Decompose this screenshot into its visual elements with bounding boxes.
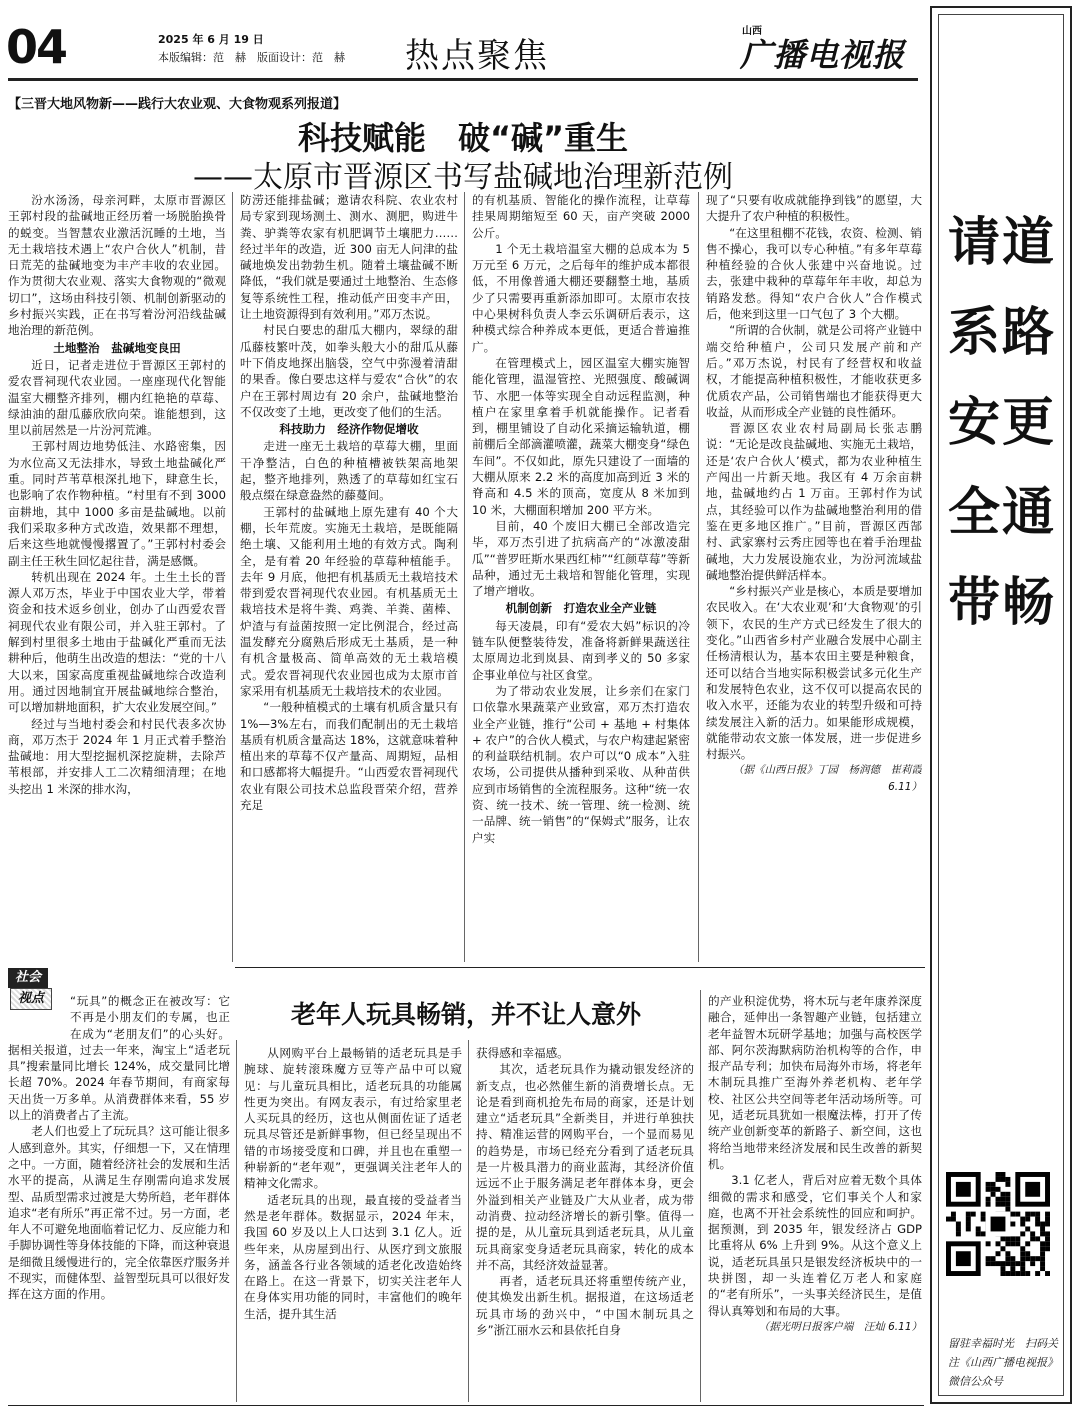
issue-date: 2025 年 6 月 19 日 [158, 33, 264, 46]
paragraph: 从网购平台上最畅销的适老玩具是手腕球、旋转滚珠魔方豆等产品中可以窥见：与儿童玩具相比，适老玩具的功能属性更为突出。有网友表示，有过给家里老人买玩具的经历，这也从侧面佐证了适老玩具尽管还是新鲜事物，但已经呈现出不错的市场接受度和口碑，并且也在重塑一种崭新的“老年观”，更强调关注老年人的精神文化需求。 [244, 1046, 462, 1191]
header-rule [8, 78, 918, 81]
column-divider [698, 192, 699, 962]
slogan-char: 畅 [1002, 573, 1055, 633]
paragraph: 适老玩具的出现，最直接的受益者当然是老年群体。数据显示，2024 年末，我国 60 岁及以上人口达到 3.1 亿人。近些年来，从房屋到出行、从医疗到文旅服务，涵盖各行业各领域的适老化改造始终在路上。在这一背景下，切实关注老年人在身体实用功能的同时，丰富他们的晚年生活，提升其生活 [244, 1192, 462, 1321]
paragraph: 走进一座无土栽培的草莓大棚，里面干净整洁，白色的种植槽被铁架高地架起，整齐地排列，熟透了的草莓如红宝石般点缀在绿意盎然的藤蔓间。 [240, 439, 458, 503]
source-credit: （据《山西日报》丁园 杨润德 崔莉霞 6.11） [733, 764, 922, 793]
safety-slogan [932, 198, 1070, 918]
paragraph: 的产业积淀优势，将木玩与老年康养深度融合，延伸出一条智趣产业链，包括建立老年益智木玩研学基地；加强与高校医学部、阿尔茨海默病防治机构等的合作，申报产品专利；加快布局海外市场，将老年木制玩具推广至海外养老机构、老年学校、社区公共空间等老年活动场所等。可见，适老玩具犹如一根魔法棒，打开了传统产业创新变革的新路子、新空间，这也将给当地带来经济发展和民生改善的新契机。 [708, 994, 922, 1171]
article2-headline: 老年人玩具畅销，并不让人意外 [290, 1000, 641, 1029]
paragraph: 为了带动农业发展，让乡亲们在家门口依靠水果蔬菜产业致富，邓万杰打造农业全产业链，推行“公司 + 基地 + 村集体 + 农户”的合伙人模式，与农户构建起紧密的利益联结机制。农户可以“0 成本”入驻农场，公司提供从播种到采收、从种苗供应到市场销售的全流程服务。这种“统一农资、统一技术、统一管理、统一检测、统一品牌、统一销售”的“保姆式”服务，让农户实 [472, 683, 690, 845]
section-subhead: 科技助力 经济作物促增收 [279, 422, 419, 437]
paragraph: “在这里租棚不花钱，农资、检测、销售不操心，我可以专心种植。”有多年草莓种植经验的合伙人张建中兴奋地说。过去，张建中栽种的草莓年年丰收，却总为销路发愁。得知“农户合伙人”合作模式后，他来到这里一口气包了 3 个大棚。 [706, 225, 922, 322]
paragraph: 防涝还能排盐碱；邀请农科院、农业农村局专家到现场测土、测水、测肥，购进牛粪、驴粪等农家有机肥调节土壤肥力……经过半年的改造，近 300 亩无人问津的盐碱地焕发出勃勃生机。随着土壤盐碱不断降低，“我们就是要通过土地整治、生态修复等系统性工程，推动低产田变丰产田，让土地资源得到有效利用。”邓万杰说。 [240, 193, 458, 322]
slogan-char: 通 [1002, 483, 1055, 543]
paragraph: “所谓的合伙制，就是公司将产业链中端交给种植户，公司只发展产前和产后。”邓万杰说，村民有了经营权和收益权，才能提高种植积极性，才能收获更多优质农产品，公司销售端也才能获得更大收益，从而形成全产业链的良性循环。 [706, 323, 922, 419]
paragraph: “玩具”的概念正在被改写：它不再是小朋友们的专属，也正在成为“老朋友们”的心头好。据相关报道，过去一年来，淘宝上“适老玩具”搜索量同比增长 124%，成交量同比增长超 70%。2024 年春节期间，有商家每天出货一万多单。从消费群体来看，55 岁以上的消费者占了主流。 [8, 994, 230, 1123]
slogan-char: 系 [948, 303, 1001, 363]
column-tag-top: 社会 [8, 968, 48, 988]
paragraph: 每天凌晨，印有“爱农大妈”标识的冷链车队便整装待发，准备将新鲜果蔬送往太原周边北到岚县、南到孝义的 50 多家企事业单位与社区食堂。 [472, 618, 690, 682]
series-banner: 【三晋大地风物新——践行大农业观、大食物观系列报道】 [8, 97, 347, 112]
article2-column-1 [8, 993, 230, 1403]
slogan-char: 安 [948, 393, 1001, 453]
paragraph: 晋源区农业农村局副局长张志鹏说：“无论是改良盐碱地、实施无土栽培，还是‘农户合伙人’模式，都为农业种植生产闯出一片新天地。我区有 4 万余亩耕地，盐碱地约占 1 万亩。王郭村作为试点，其经验可以作为盐碱地整治利用的借鉴在更多地区推广。”目前，晋源区西郜村、武家寨村云秀庄园等也在着手治理盐碱地，大力发展设施农业，为汾河流域盐碱地整治提供鲜活样本。 [706, 421, 922, 582]
paragraph: 再者，适老玩具还将重塑传统产业，使其焕发出新生机。据报道，在这场适老玩具市场的劲兴中，“中国木制玩具之乡”浙江丽水云和县依托自身 [476, 1274, 694, 1338]
sidebar-panel [930, 6, 1072, 1404]
paragraph: 汾水汤汤，母亲河畔，太原市晋源区王郭村段的盐碱地正经历着一场脱胎换骨的蜕变。当智慧农业激活沉睡的土地，当无土栽培技术遇上“农户合伙人”机制，昔日荒芜的盐碱地变为丰产丰收的农业园。作为贯彻大农业观、落实大食物观的“微观切口”，这场由科技引领、机制创新驱动的乡村振兴实践，正在书写着汾河沿线盐碱地治理的新范例。 [8, 193, 226, 338]
qr-caption: 留驻幸福时光 扫码关注《山西广播电视报》微信公众号 [948, 1337, 1058, 1388]
paragraph: 现了“只要有收成就能挣到钱”的愿望，大大提升了农户种植的积极性。 [706, 193, 922, 224]
article1-column-3 [472, 192, 690, 964]
paragraph: 获得感和幸福感。 [476, 1046, 569, 1060]
article2-column-3 [476, 1045, 694, 1403]
column-divider [232, 192, 233, 962]
editor-credits: 本版编辑：范 赫 版面设计：范 赫 [158, 51, 345, 64]
paragraph: 老人们也爱上了玩玩具？这可能让很多人感到意外。其实，仔细想一下，又在情理之中。一方面，随着经济社会的发展和生活水平的提高，从满足生存刚需向追求发展型、品质型需求过渡是大势所趋，老年群体追求“老有所乐”再正常不过。另一方面，老年人不可避免地面临着记忆力、反应能力和手脚协调性等身体技能的下降，而这种衰退是细微且缓慢进行的，完全依靠医疗服务并不现实，而健体型、益智型玩具可以很好发挥在这方面的作用。 [8, 1124, 230, 1302]
slogan-line-2 [1002, 198, 1058, 648]
article1-column-4 [706, 192, 922, 964]
paragraph: 目前，40 个废旧大棚已全部改造完毕，邓万杰引进了抗病高产的“冰激凌甜瓜”“普罗旺斯水果西红柿”“红颜草莓”等新品种，通过无土栽培和智能化管理，实现了增产增收。 [472, 518, 690, 599]
paragraph: 其次，适老玩具作为撬动银发经济的新支点，也必然催生新的消费增长点。无论是看到商机抢先布局的商家，还是计划建立“适老玩具”全新类目，并进行单独扶持、精准运营的网购平台，一个显而易见的趋势是，市场已经充分看到了适老玩具是一片极具潜力的商业蓝海，其经济价值远远不止于服务满足老年群体本身，更会外溢到相关产业链及广大从业者，成为带动消费、拉动经济增长的新引擎。值得一提的是，从儿童玩具到适老玩具，从儿童玩具商家变身适老玩具商家，转化的成本并不高，其经济效益显著。 [476, 1062, 694, 1272]
article2-column-4 [708, 993, 922, 1403]
article1-column-1 [8, 192, 226, 964]
column-divider [236, 1040, 237, 1402]
masthead-logo: 广播电视报 [740, 36, 906, 74]
paragraph: 近日，记者走进位于晋源区王郭村的爱农晋祠现代农业园。一座座现代化智能温室大棚整齐排列，棚内红艳艳的草莓、绿油油的甜瓜藤欣欣向荣。谁能想到，这里以前居然是一片汾河荒滩。 [8, 357, 226, 438]
paragraph: 在管理模式上，园区温室大棚实施智能化管理，温湿管控、光照强度、酸碱调节、水肥一体等实现全自动远程监测，种植户在家里拿着手机就能操作。记者看到，棚里铺设了自动化采摘运输轨道，棚前棚后全部滴灌喷灌，蔬菜大棚变身“绿色车间”。不仅如此，原先只建设了一面墙的大棚从原来 2.2 米的高度加高到近 3 米的脊高和 4.5 米的顶高，宽度从 8 米加到 10 米，大棚面积增加 200 平方米。 [472, 355, 690, 517]
paragraph: 的有机基质、智能化的操作流程，让草莓挂果周期缩短至 60 天，亩产突破 2000 公斤。 [472, 193, 690, 240]
column-divider [700, 990, 701, 1402]
qr-code[interactable] [946, 1172, 1050, 1276]
slogan-char: 道 [1002, 213, 1055, 273]
masthead-logo-small: 山西 [742, 26, 762, 37]
article1-column-2 [240, 192, 458, 964]
slogan-char: 全 [948, 483, 1001, 543]
slogan-char: 更 [1002, 393, 1055, 453]
slogan-char: 路 [1002, 303, 1055, 363]
column-divider [468, 1040, 469, 1402]
section-subhead: 土地整治 盐碱地变良田 [53, 340, 181, 355]
slogan-line-1 [948, 198, 1004, 648]
paragraph: 王郭村的盐碱地上原先建有 40 个大棚，长年荒废。实施无土栽培，是既能隔绝土壤、又能利用土地的有效方式。陶利全，是有着 20 年经验的草莓种植能手。去年 9 月底，他把有机基质无土栽培技术带到爱农晋祠现代农业园。有机基质无土栽培技术是将牛粪、鸡粪、羊粪、菌棒、炉渣与有益菌按照一定比例混合，经过高温发酵充分腐熟后形成无土基质，是一种有机含量极高、简单高效的无土栽培模式。爱农晋祠现代农业园也成为太原市首家采用有机基质无土栽培技术的农业园。 [240, 504, 458, 698]
section-title: 热点聚焦 [405, 36, 549, 76]
article2-column-2 [244, 1045, 462, 1403]
paragraph: 3.1 亿老人，背后对应着无数个具体细微的需求和感受，它们事关个人和家庭，也离不开社会系统性的回应和呵护。据预测，到 2035 年，银发经济占 GDP 比重将从 6% 上升到 9%。从这个意义上说，适老玩具虽只是银发经济板块中的一块拼图，却一头连着亿万老人和家庭的“老有所乐”，一头事关经济民生，是值得认真筹划和布局的大事。 [708, 1173, 922, 1318]
section-subhead: 机制创新 打造农业全产业链 [505, 601, 657, 616]
page-number: 04 [6, 20, 67, 74]
paragraph: 转机出现在 2024 年。土生土长的晋源人邓万杰，毕业于中国农业大学，带着资金和技术返乡创业，创办了山西爱农晋祠现代农业有限公司，并入驻王郭村。了解到村里很多土地由于盐碱化严重而无法耕种后，他萌生出改造的想法：“党的十八大以来，国家高度重视盐碱地综合改造利用。通过因地制宜开展盐碱地综合整治，可以增加耕地面积，扩大农业发展空间。” [8, 569, 226, 715]
article-headline: 科技赋能 破“碱”重生 [297, 119, 629, 157]
paragraph: 村民白要忠的甜瓜大棚内，翠绿的甜瓜藤枝繁叶茂，如拳头般大小的甜瓜从藤叶下俏皮地探出脑袋，空气中弥漫着清甜的果香。像白要忠这样与爱农“合伙”的农户在王郭村周边有 20 余户，盐碱地整治不仅改变了土地，更改变了他们的生活。 [240, 323, 458, 419]
tag-spacer [8, 993, 70, 1039]
paragraph: “乡村振兴产业是核心，本质是要增加农民收入。在‘大农业观’和‘大食物观’的引领下，农民的生产方式已经发生了很大的变化。”山西省乡村产业融合发展中心副主任杨清根认为，基本农田主要是种粮食，还可以结合当地实际积极尝试多元化生产和发展特色农业，这不仅可以提高农民的收入水平，还能为农业的转型升级和可持续发展注入新的活力。如果能形成规模，就能带动农文旅一体发展，进一步促进乡村振兴。 [706, 584, 922, 762]
qr-code-icon [946, 1172, 1050, 1276]
paragraph: 经过与当地村委会和村民代表多次协商，邓万杰于 2024 年 1 月正式着手整治盐碱地：用大型挖掘机深挖旋耕，去除芦苇根部，并安排人工二次精细清理；在地头挖出 1 米深的排水沟， [8, 716, 226, 796]
column-divider [464, 192, 465, 962]
source-credit: （据光明日报客户端 汪灿 6.11） [758, 1320, 922, 1333]
slogan-char: 请 [948, 213, 1001, 273]
paragraph: 王郭村周边地势低洼、水路密集，因为水位高又无法排水，导致土地盐碱化严重。同时芦苇草根深扎地下，肆意生长，也影响了农作物种植。“村里有不到 3000 亩耕地，其中 1000 多亩是盐碱地。以前我们采取多种方式改造，效果都不理想，后来这些地就慢慢撂置了。”王郭村村委会副主任王秋生回忆起往昔，满是感慨。 [8, 439, 226, 568]
paragraph: “一般种植模式的土壤有机质含量只有 1%—3%左右，而我们配制出的无土栽培基质有机质含量高达 18%，这就意味着种植出来的草莓不仅产量高、周期短，品相和口感都将大幅提升。“山西爱农晋祠现代农业有限公司技术总监段晋荣介绍，营养充足 [240, 700, 458, 812]
paragraph: 1 个无土栽培温室大棚的总成本为 5 万元至 6 万元，之后每年的维护成本都很低，不用像普通大棚还要翻整土地，基质少了只需要再重新添加即可。太原市农技中心果树科负责人李云乐调研后表示，这种模式综合种养成本更低，更适合普遍推广。 [472, 241, 690, 354]
slogan-char: 带 [948, 573, 1001, 633]
article-subheadline: ——太原市晋源区书写盐碱地治理新范例 [193, 160, 733, 195]
column-tag-bottom: 视点 [10, 988, 52, 1010]
footer-rule [8, 1405, 924, 1406]
article-divider [235, 967, 925, 968]
